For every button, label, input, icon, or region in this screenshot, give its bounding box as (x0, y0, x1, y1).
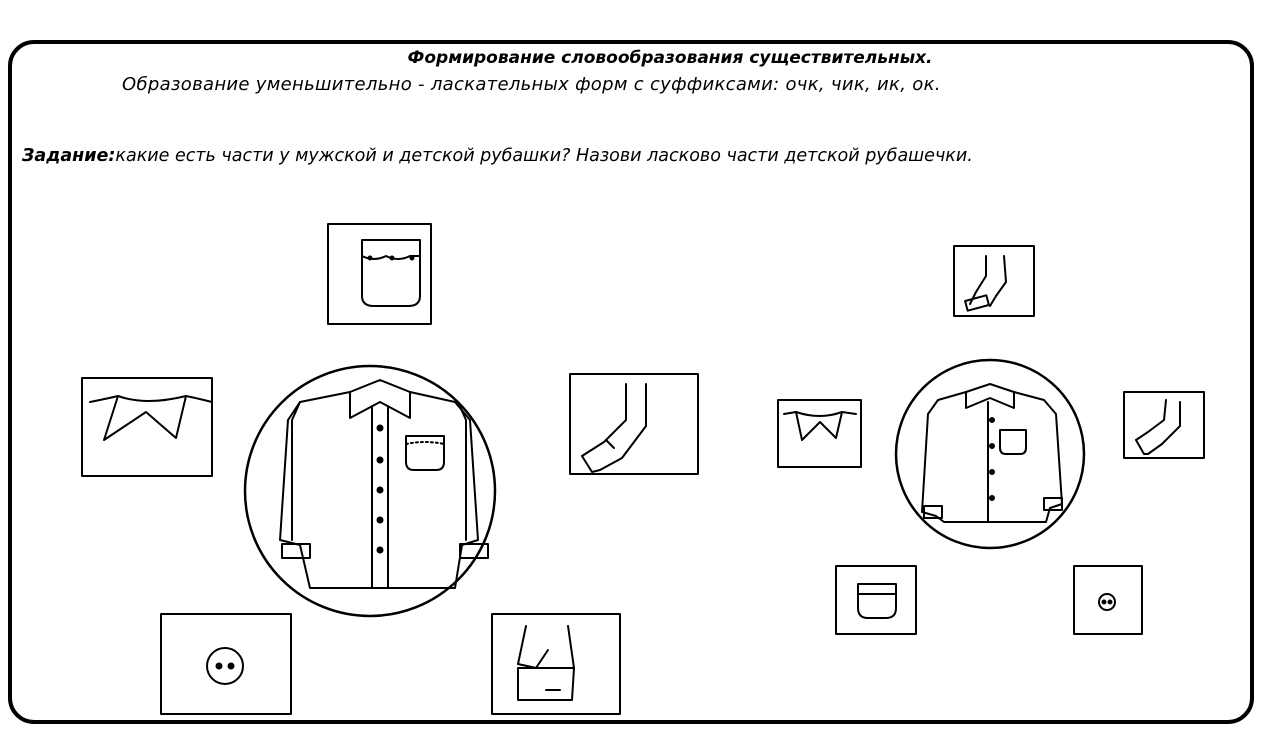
child-collar-icon (778, 400, 861, 467)
child-shirt-group (778, 246, 1204, 634)
child-button-icon (1074, 566, 1142, 634)
men-shirt-group (82, 224, 698, 714)
men-collar-icon (82, 378, 212, 476)
men-pocket-icon (328, 224, 431, 324)
task-label: Задание: (22, 146, 116, 166)
child-shirt-picture (896, 360, 1084, 548)
child-sleeve-right-icon (1124, 392, 1204, 458)
men-sleeve-icon (570, 374, 698, 474)
men-button-icon (161, 614, 291, 714)
worksheet-subtitle: Образование уменьшительно - ласкательных форм с суффиксами: очк, чик, ик, ок. (122, 74, 941, 95)
task-text: какие есть части у мужской и детской рубашки? Назови ласково части детской рубашечки. (115, 146, 973, 166)
men-cuff-icon (492, 614, 620, 714)
men-shirt-picture (245, 366, 495, 616)
child-pocket-icon (836, 566, 916, 634)
child-sleeve-top-icon (954, 246, 1034, 316)
worksheet-title: Формирование словообразования существительных. (407, 48, 933, 68)
